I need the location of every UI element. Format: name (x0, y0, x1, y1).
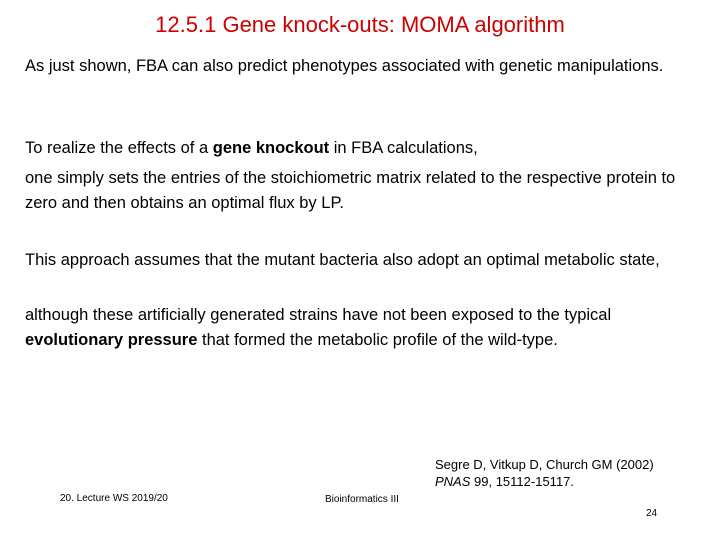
citation-details: 99, 15112-15117. (470, 474, 575, 489)
p2-text-after: in FBA calculations, (329, 139, 478, 157)
paragraph-evolutionary-pressure (25, 303, 685, 353)
citation-journal: PNAS (435, 474, 471, 489)
p5-bold-term: evolutionary pressure (25, 331, 198, 349)
footer-lecture: 20. Lecture WS 2019/20 (60, 493, 168, 504)
citation (435, 456, 705, 490)
citation-authors: Segre D, Vitkup D, Church GM (2002) (435, 457, 654, 472)
paragraph-fba-predicts-phenotypes: As just shown, FBA can also predict phenotypes associated with genetic manipulations. (25, 57, 664, 75)
p2-bold-term: gene knockout (212, 139, 330, 157)
page-number: 24 (646, 508, 658, 519)
p5-line1: although these artificially generated strains have not been exposed to the typical (25, 306, 612, 324)
p5-text-after: that formed the metabolic profile of the wild-type. (197, 331, 558, 349)
paragraph-approach-assumes: This approach assumes that the mutant bacteria also adopt an optimal metabolic state, (25, 251, 660, 269)
slide-title: 12.5.1 Gene knock-outs: MOMA algorithm (155, 12, 565, 37)
footer-course: Bioinformatics III (325, 494, 399, 505)
paragraph-gene-knockout (25, 136, 685, 161)
paragraph-stoichiometric-matrix: one simply sets the entries of the stoichiometric matrix related to the respective protein to zero and then obtains an optimal flux by LP. (25, 169, 676, 212)
p2-text-before: To realize the effects of a (25, 139, 213, 157)
